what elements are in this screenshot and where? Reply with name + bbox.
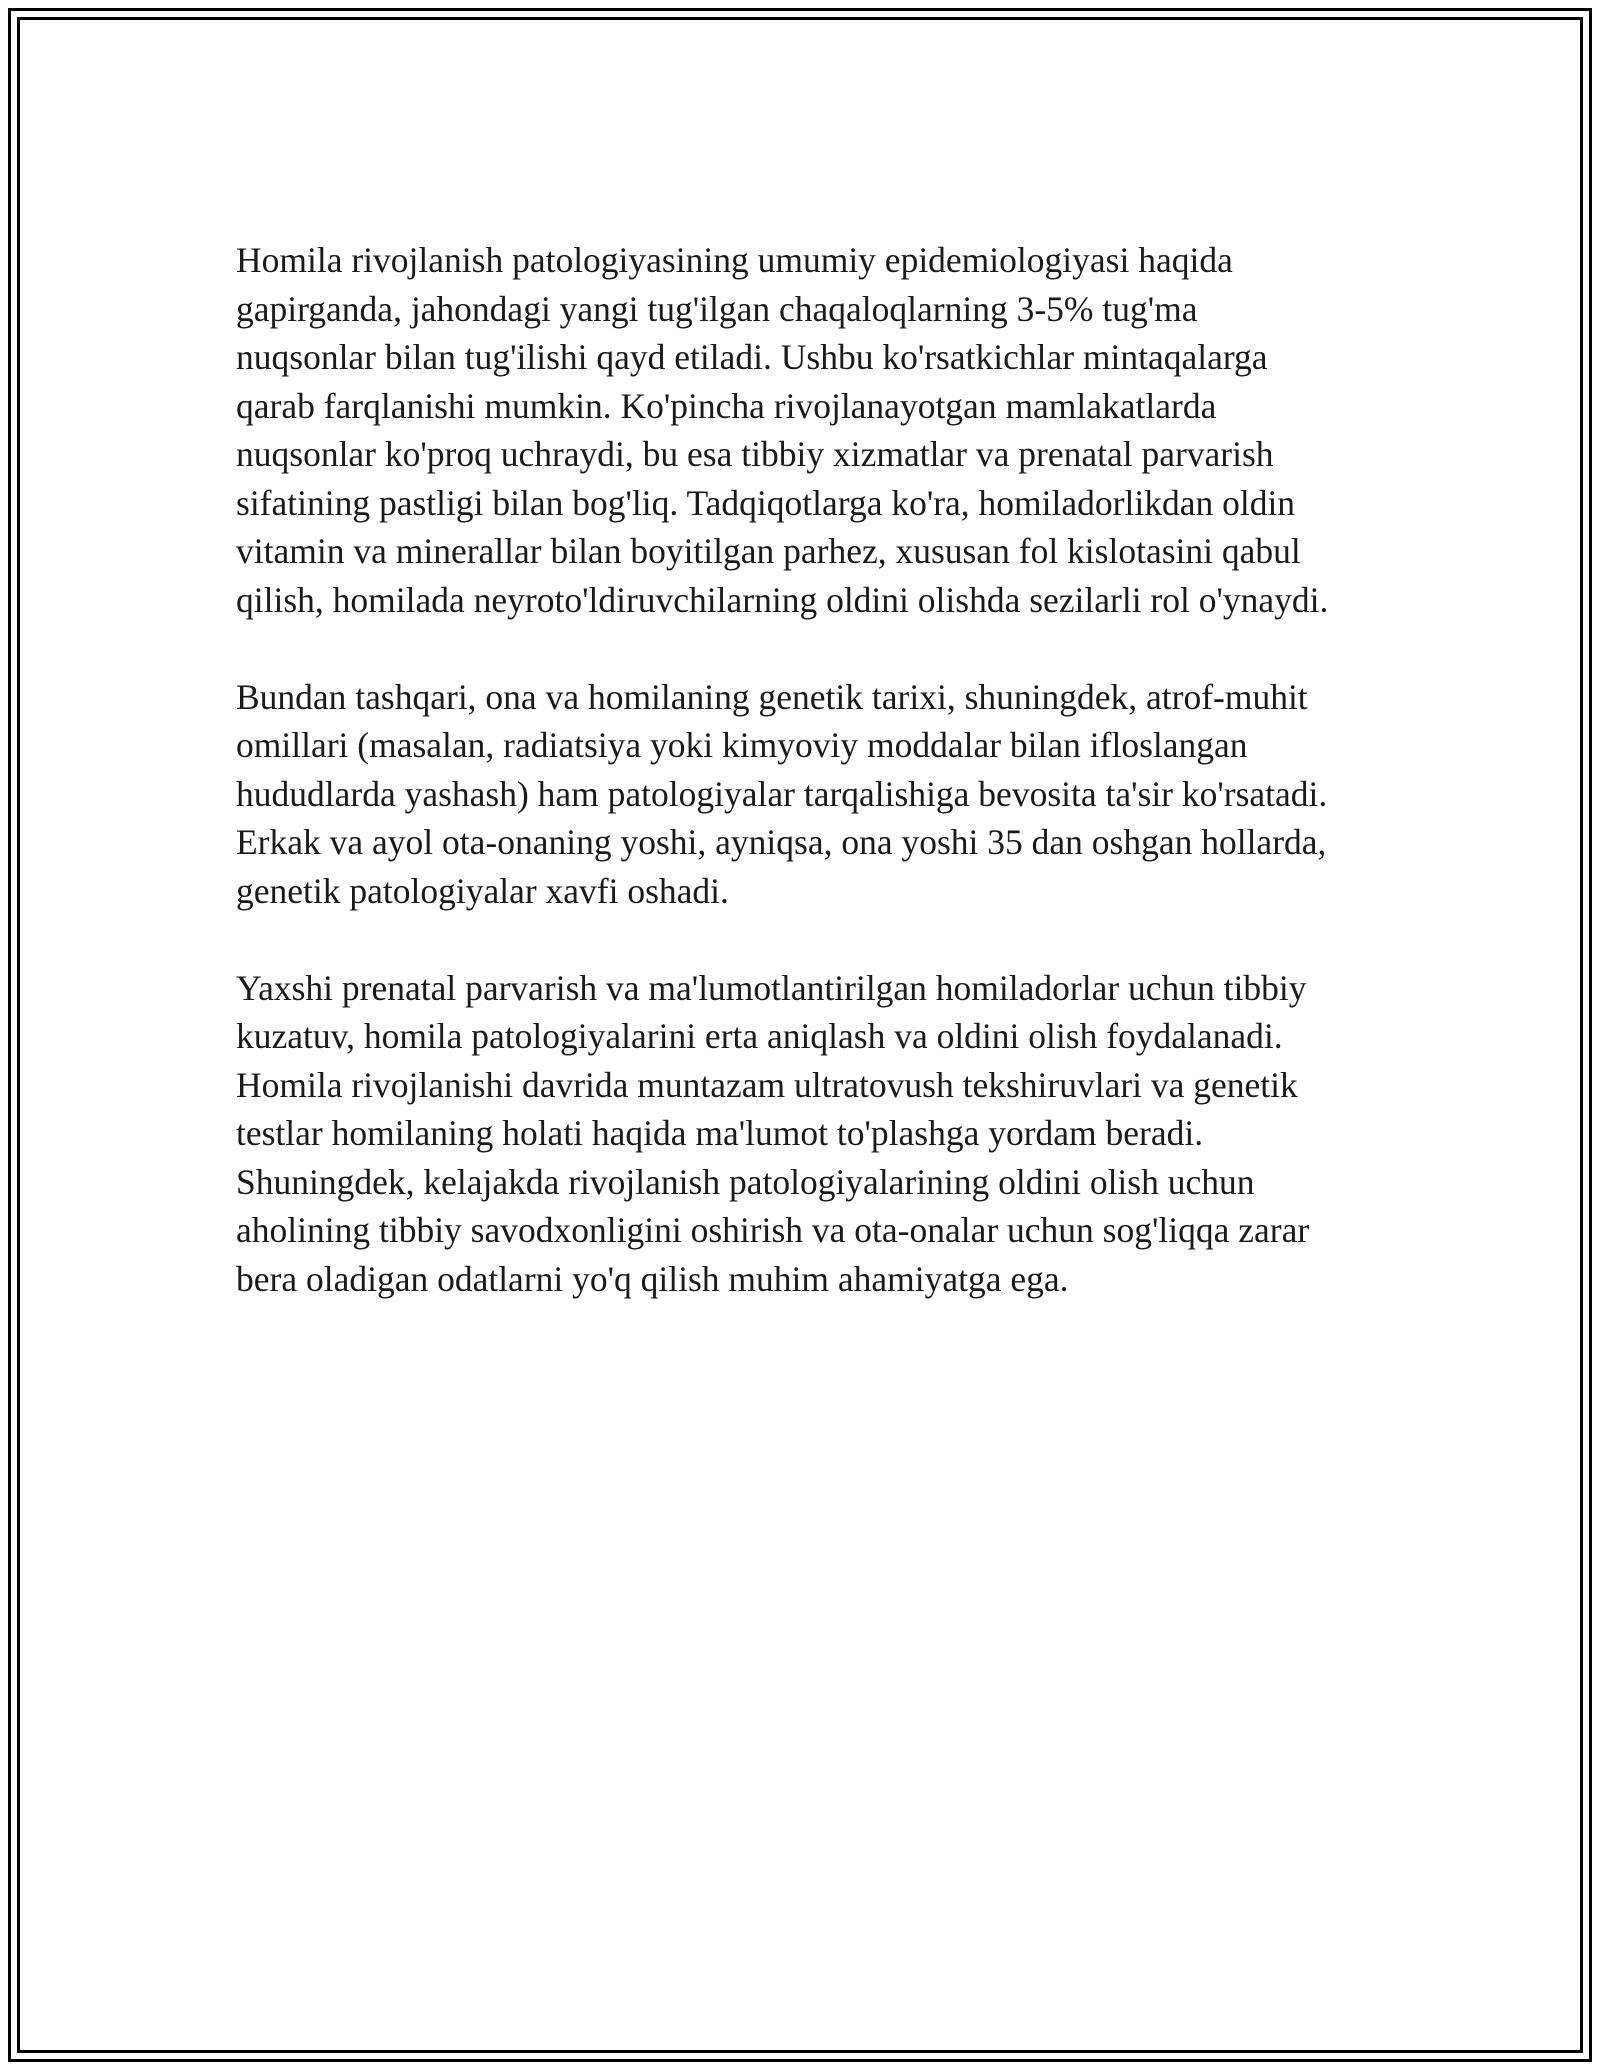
document-body: [236, 236, 1396, 1352]
paragraph-2: Bundan tashqari, ona va homilaning genetik tarixi, shuningdek, atrof-muhit omillari (masalan, radiatsiya yoki kimyoviy moddalar bilan ifloslangan hududlarda yashash) ham patologiyalar tarqalishiga bevosita ta'sir ko'rsatadi. Erkak va ayol ota-onaning yoshi, ayniqsa, ona yoshi 35 dan oshgan hollarda, genetik patologiyalar xavfi oshadi.: [236, 676, 1328, 911]
paragraph-3: Yaxshi prenatal parvarish va ma'lumotlantirilgan homiladorlar uchun tibbiy kuzatuv, homila patologiyalarini erta aniqlash va oldini olish foydalanadi. Homila rivojlanishi davrida muntazam ultratovush tekshiruvlari va genetik testlar homilaning holati haqida ma'lumot to'plashga yordam beradi. Shuningdek, kelajakda rivojlanish patologiyalarining oldini olish uchun aholining tibbiy savodxonligini oshirish va ota-onalar uchun sog'liqqa zarar bera oladigan odatlarni yo'q qilish muhim ahamiyatga ega.: [236, 967, 1310, 1299]
paragraph-1: Homila rivojlanish patologiyasining umumiy epidemiologiyasi haqida gapirganda, jahondagi yangi tug'ilgan chaqaloqlarning 3-5% tug'ma nuqsonlar bilan tug'ilishi qayd etiladi. Ushbu ko'rsatkichlar mintaqalarga qarab farqlanishi mumkin. Ko'pincha rivojlanayotgan mamlakatlarda nuqsonlar ko'proq uchraydi, bu esa tibbiy xizmatlar va prenatal parvarish sifatining pastligi bilan bog'liq. Tadqiqotlarga ko'ra, homiladorlikdan oldin vitamin va minerallar bilan boyitilgan parhez, xususan fol kislotasini qabul qilish, homilada neyroto'ldiruvchilarning oldini olishda sezilarli rol o'ynaydi.: [236, 240, 1329, 620]
